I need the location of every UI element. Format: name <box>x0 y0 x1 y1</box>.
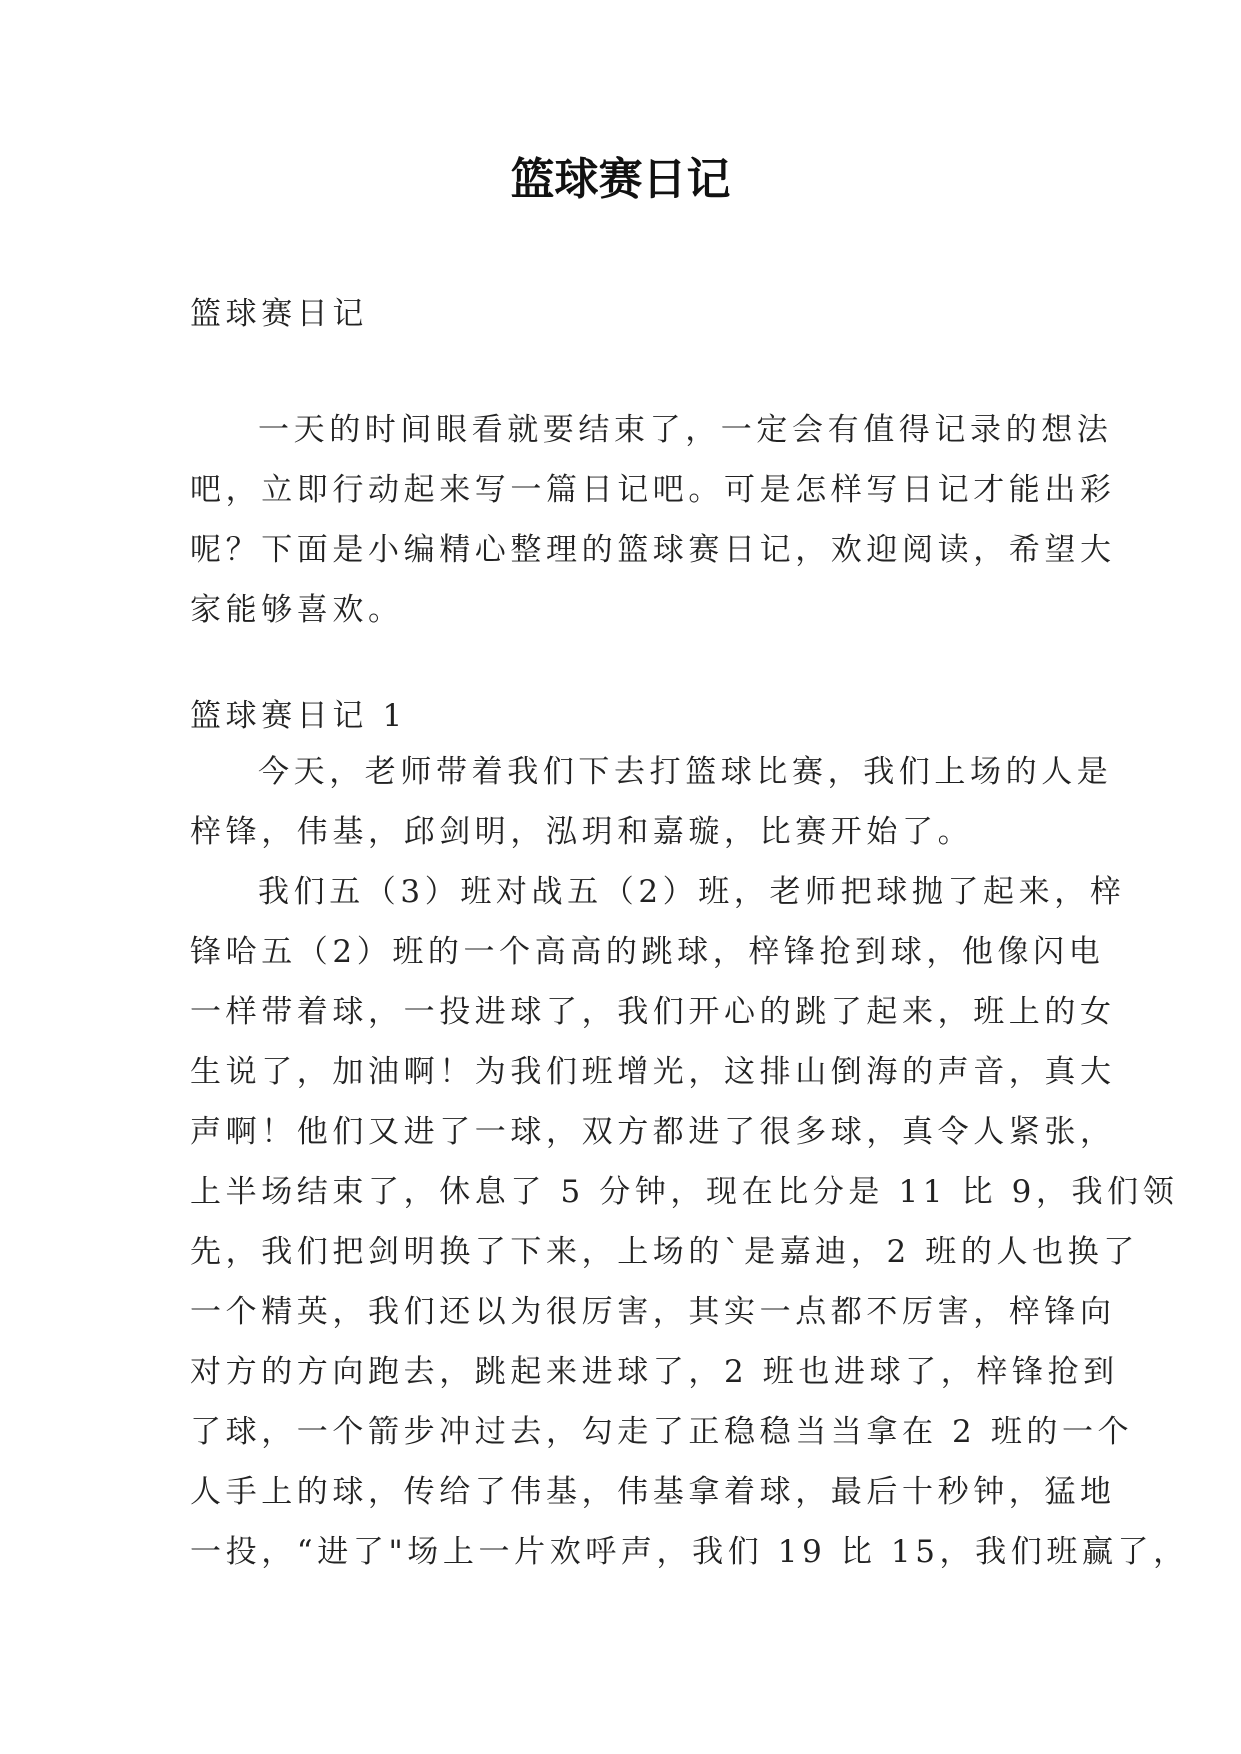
story-line: 梓锋，伟基，邱剑明，泓玥和嘉璇，比赛开始了。 <box>190 814 974 850</box>
story-line: 上半场结束了，休息了 5 分钟，现在比分是 11 比 9，我们领 <box>190 1174 1179 1210</box>
subtitle-line: 篮球赛日记 <box>190 296 368 332</box>
story-line: 生说了，加油啊！为我们班增光，这排山倒海的声音，真大 <box>190 1054 1116 1090</box>
story-line: 我们五（3）班对战五（2）班，老师把球抛了起来，梓 <box>258 874 1126 910</box>
story-text <box>190 742 1189 1582</box>
story-line: 一样带着球，一投进球了，我们开心的跳了起来，班上的女 <box>190 994 1116 1030</box>
intro-line: 吧，立即行动起来写一篇日记吧。可是怎样写日记才能出彩 <box>190 472 1116 508</box>
story-line: 锋哈五（2）班的一个高高的跳球，梓锋抢到球，他像闪电 <box>190 934 1105 970</box>
document-subtitle <box>190 284 1055 344</box>
intro-paragraph <box>190 400 1116 640</box>
story-line: 声啊！他们又进了一球，双方都进了很多球，真令人紧张， <box>190 1114 1116 1150</box>
section-heading <box>190 686 1055 746</box>
story-line: 一投，“进了"场上一片欢呼声，我们 19 比 15，我们班赢了， <box>190 1534 1189 1570</box>
story-line: 了球，一个箭步冲过去，勾走了正稳稳当当拿在 2 班的一个 <box>190 1414 1134 1450</box>
section-heading-line: 篮球赛日记 1 <box>190 698 407 734</box>
intro-line: 家能够喜欢。 <box>190 592 404 628</box>
document-title: 篮球赛日记 <box>510 154 731 205</box>
story-line: 一个精英，我们还以为很厉害，其实一点都不厉害，梓锋向 <box>190 1294 1116 1330</box>
story-line: 今天，老师带着我们下去打篮球比赛，我们上场的人是 <box>258 754 1113 790</box>
intro-line: 一天的时间眼看就要结束了，一定会有值得记录的想法 <box>258 412 1113 448</box>
intro-line: 呢？下面是小编精心整理的篮球赛日记，欢迎阅读，希望大 <box>190 532 1116 568</box>
story-line: 人手上的球，传给了伟基，伟基拿着球，最后十秒钟，猛地 <box>190 1474 1116 1510</box>
story-line: 对方的方向跑去，跳起来进球了，2 班也进球了，梓锋抢到 <box>190 1354 1119 1390</box>
story-line: 先，我们把剑明换了下来，上场的`是嘉迪，2 班的人也换了 <box>190 1234 1139 1270</box>
